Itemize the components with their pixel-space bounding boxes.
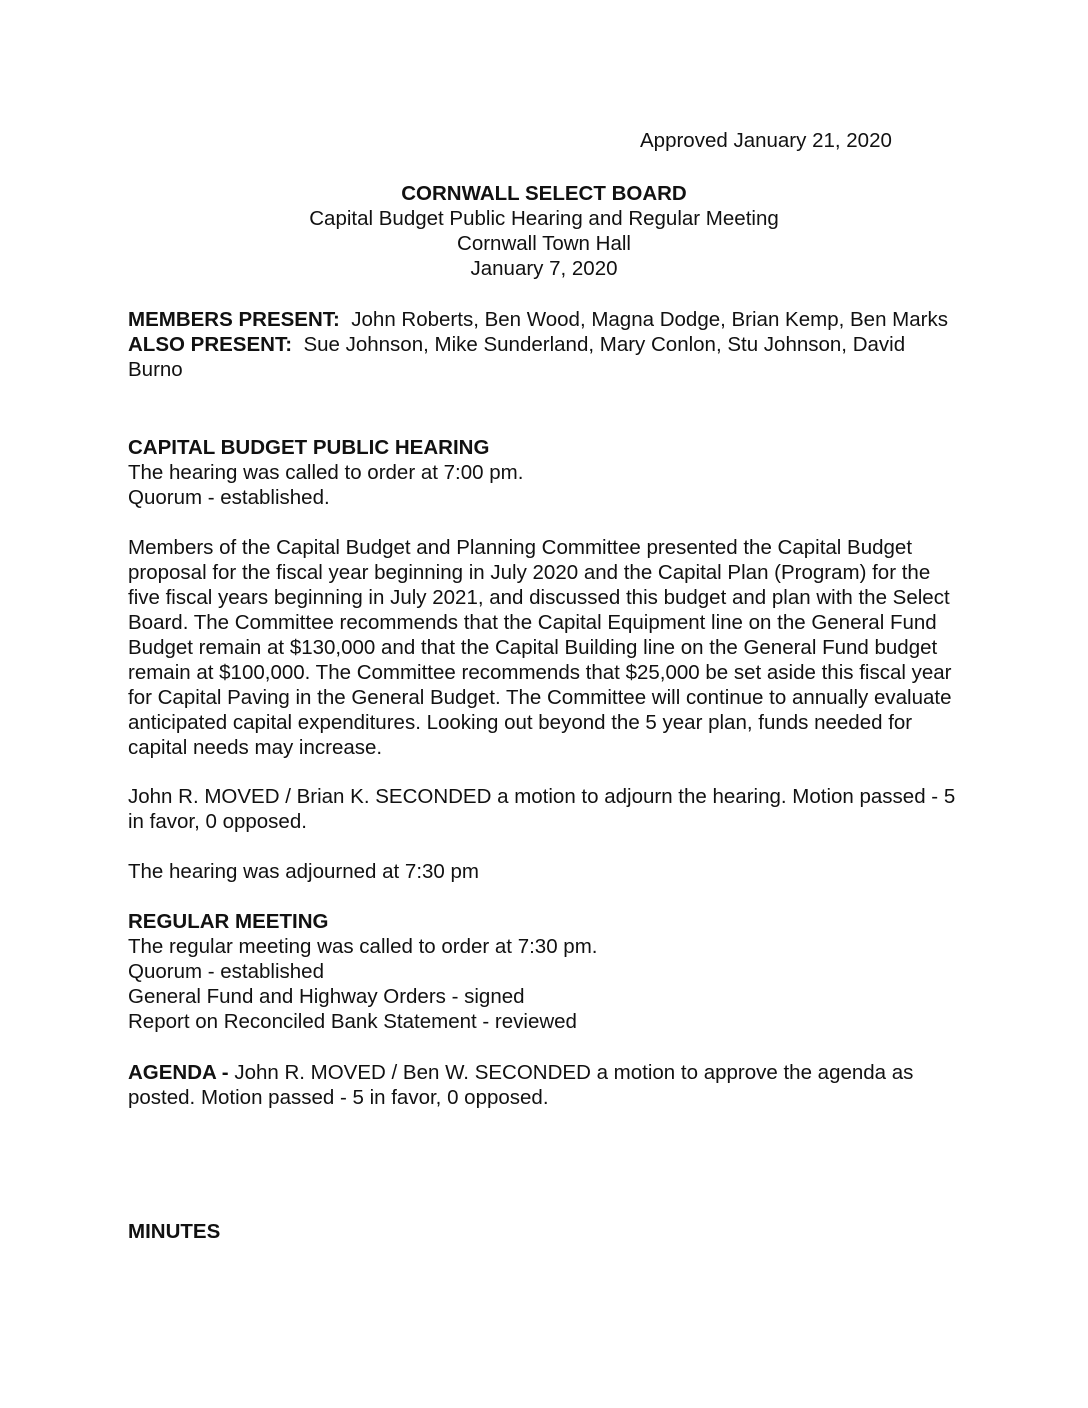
hearing-adjourned [128, 859, 964, 884]
org-name: CORNWALL SELECT BOARD [401, 182, 687, 205]
minutes-heading: MINUTES [128, 1220, 221, 1243]
also-present [128, 332, 964, 382]
regular-heading: REGULAR MEETING [128, 910, 329, 933]
meeting-date: January 7, 2020 [470, 257, 618, 280]
attendance-section [128, 307, 964, 382]
also-present-label: ALSO PRESENT: [128, 333, 293, 356]
minutes-section [128, 1219, 964, 1244]
agenda-label: AGENDA - [128, 1061, 229, 1084]
regular-meeting-section [128, 909, 964, 1034]
approval-date: Approved January 21, 2020 [640, 129, 892, 152]
hearing-section [128, 435, 964, 510]
regular-orders: General Fund and Highway Orders - signed [128, 985, 525, 1008]
hearing-summary-text: Members of the Capital Budget and Planning Committee presented the Capital Budget proposal for the fiscal year beginning in July 2020 and the Capital Plan (Program) for the five fiscal years beginning in July 2021, and discussed this budget and plan with the Select Board. The Committee recommends that the Capital Equipment line on the General Fund Budget remain at $130,000 and that the Capital Building line on the General Fund budget remain at $100,000. The Committee recommends that $25,000 be set aside this fiscal year for Capital Paving in the General Budget. The Committee will continue to annually evaluate anticipated capital expenditures. Looking out beyond the 5 year plan, funds needed for capital needs may increase. [128, 536, 952, 759]
members-present [128, 307, 964, 332]
regular-quorum: Quorum - established [128, 960, 324, 983]
hearing-motion [128, 784, 964, 834]
members-present-names: John Roberts, Ben Wood, Magna Dodge, Brian Kemp, Ben Marks [351, 308, 948, 331]
agenda-section [128, 1060, 964, 1110]
agenda-text: John R. MOVED / Ben W. SECONDED a motion to approve the agenda as posted. Motion passed - 5 in favor, 0 opposed. [128, 1061, 914, 1109]
hearing-adjourned-text: The hearing was adjourned at 7:30 pm [128, 860, 480, 883]
also-present-names: Sue Johnson, Mike Sunderland, Mary Conlon, Stu Johnson, David Burno [128, 333, 906, 381]
hearing-heading: CAPITAL BUDGET PUBLIC HEARING [128, 436, 490, 459]
meeting-location: Cornwall Town Hall [457, 232, 631, 255]
hearing-called: The hearing was called to order at 7:00 pm. [128, 461, 524, 484]
agenda-paragraph [128, 1060, 964, 1110]
members-present-label: MEMBERS PRESENT: [128, 308, 340, 331]
regular-called: The regular meeting was called to order at 7:30 pm. [128, 935, 598, 958]
hearing-quorum: Quorum - established. [128, 486, 330, 509]
hearing-summary [128, 535, 964, 760]
meeting-title: Capital Budget Public Hearing and Regular Meeting [309, 207, 779, 230]
document-header [0, 181, 1088, 281]
regular-bank: Report on Reconciled Bank Statement - reviewed [128, 1010, 577, 1033]
hearing-motion-text: John R. MOVED / Brian K. SECONDED a motion to adjourn the hearing. Motion passed - 5 in favor, 0 opposed. [128, 785, 956, 833]
